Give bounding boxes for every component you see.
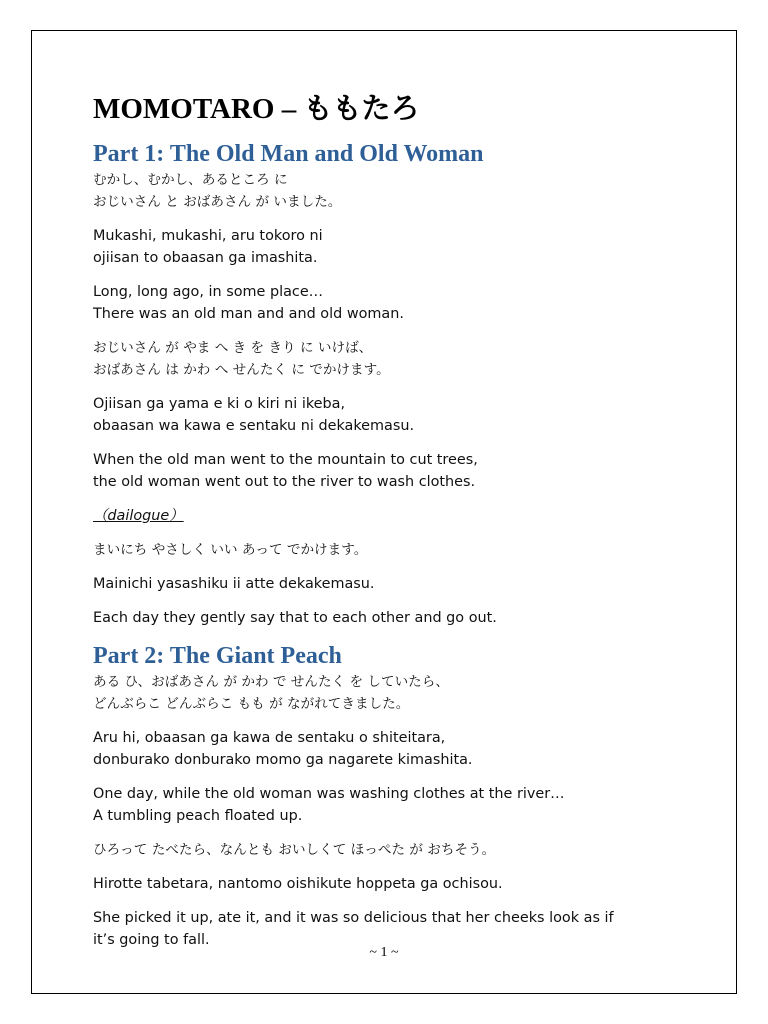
text-line: どんぶらこ どんぶらこ もも が ながれてきました。 <box>93 696 410 712</box>
page-content <box>93 89 693 963</box>
text-line: おばあさん は かわ へ せんたく に でかけます。 <box>93 362 390 378</box>
paragraph-japanese <box>93 337 693 381</box>
paragraph-english <box>93 783 693 827</box>
text-line: She picked it up, ate it, and it was so delicious that her cheeks look as if <box>93 910 614 926</box>
paragraph-english <box>93 281 693 325</box>
paragraph-english <box>93 449 693 493</box>
text-line: ojiisan to obaasan ga imashita. <box>93 250 318 266</box>
paragraph-romaji <box>93 727 693 771</box>
text-line: obaasan wa kawa e sentaku ni dekakemasu. <box>93 418 415 434</box>
text-line: Aru hi, obaasan ga kawa de sentaku o shiteitara, <box>93 730 446 746</box>
text-line: ある ひ、おばあさん が かわ で せんたく を していたら、 <box>93 674 449 690</box>
text-line: おじいさん と おばあさん が いました。 <box>93 194 342 210</box>
paragraph-romaji <box>93 225 693 269</box>
paragraph-romaji <box>93 393 693 437</box>
text-line: donburako donburako momo ga nagarete kimashita. <box>93 752 473 768</box>
text-line: it’s going to fall. <box>93 932 210 948</box>
single-line-english: Each day they gently say that to each other and go out. <box>93 610 497 626</box>
section-heading-part-2: Part 2: The Giant Peach <box>93 643 342 669</box>
text-line: When the old man went to the mountain to cut trees, <box>93 452 478 468</box>
document-title: MOMOTARO – ももたろ <box>93 93 420 125</box>
text-line: the old woman went out to the river to wash clothes. <box>93 474 476 490</box>
dialogue-note: （dailogue） <box>93 508 184 524</box>
section-heading-part-1: Part 1: The Old Man and Old Woman <box>93 141 484 167</box>
text-line: Mukashi, mukashi, aru tokoro ni <box>93 228 323 244</box>
text-line: One day, while the old woman was washing clothes at the river… <box>93 786 565 802</box>
text-line: Ojiisan ga yama e ki o kiri ni ikeba, <box>93 396 346 412</box>
single-line-japanese: ひろって たべたら、なんとも おいしくて ほっぺた が おちそう。 <box>93 842 496 858</box>
text-line: A tumbling peach floated up. <box>93 808 303 824</box>
document-page <box>31 30 737 994</box>
text-line: Long, long ago, in some place… <box>93 284 324 300</box>
text-line: むかし、むかし、あるところ に <box>93 172 288 188</box>
single-line-romaji: Hirotte tabetara, nantomo oishikute hoppeta ga ochisou. <box>93 876 503 892</box>
single-line-japanese: まいにち やさしく いい あって でかけます。 <box>93 542 368 558</box>
page-number: ~ 1 ~ <box>369 945 399 960</box>
text-line: おじいさん が やま へ き を きり に いけば、 <box>93 340 373 356</box>
text-line: There was an old man and and old woman. <box>93 306 404 322</box>
dialogue-note-paragraph <box>93 505 693 527</box>
paragraph-japanese <box>93 169 693 213</box>
paragraph-japanese <box>93 671 693 715</box>
single-line-romaji: Mainichi yasashiku ii atte dekakemasu. <box>93 576 375 592</box>
